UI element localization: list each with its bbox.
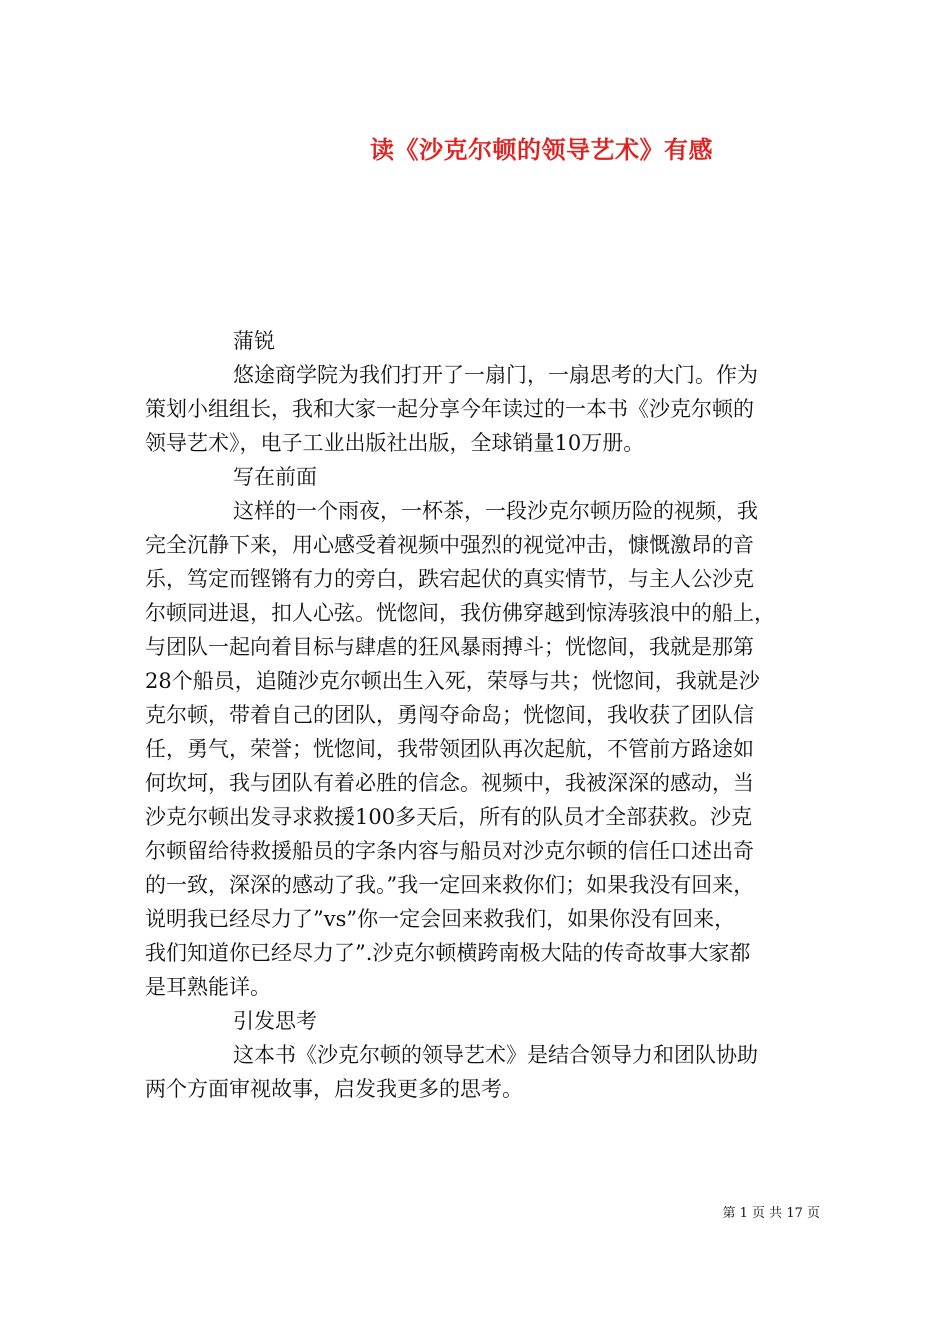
paragraph-line: 这本书《沙克尔顿的领导艺术》是结合领导力和团队协助 [233,1043,758,1067]
paragraph-line: 策划小组组长，我和大家一起分享今年读过的一本书《沙克尔顿的 [145,397,754,421]
section-heading: 引发思考 [233,1009,317,1033]
paragraph-line: 是耳熟能详。 [145,975,271,999]
paragraph-line: 尔顿同进退，扣人心弦。恍惚间，我仿佛穿越到惊涛骇浪中的船上， [145,601,775,625]
section-heading: 写在前面 [233,465,317,489]
paragraph-line: 领导艺术》，电子工业出版社出版，全球销量10万册。 [145,431,645,455]
paragraph-line: 说明我已经尽力了”vs”你一定会回来救我们，如果你没有回来， [145,907,736,931]
paragraph-line: 乐，笃定而铿锵有力的旁白，跌宕起伏的真实情节，与主人公沙克 [145,567,754,591]
paragraph-line: 沙克尔顿出发寻求救援100多天后，所有的队员才全部获救。沙克 [145,805,753,829]
body-text [145,324,810,1106]
paragraph-line: 的一致，深深的感动了我。”我一定回来救你们；如果我没有回来， [145,873,755,897]
paragraph-line: 悠途商学院为我们打开了一扇门，一扇思考的大门。作为 [233,363,758,387]
paragraph-line: 何坎坷，我与团队有着必胜的信念。视频中，我被深深的感动，当 [145,771,754,795]
paragraph-line: 两个方面审视故事，启发我更多的思考。 [145,1077,523,1101]
paragraph-line: 我们知道你已经尽力了”.沙克尔顿横跨南极大陆的传奇故事大家都 [145,941,751,965]
paragraph-line: 克尔顿，带着自己的团队，勇闯夺命岛；恍惚间，我收获了团队信 [145,703,754,727]
page-number-footer: 第 1 页 共 17 页 [722,1206,820,1221]
paragraph-line: 这样的一个雨夜，一杯茶，一段沙克尔顿历险的视频，我 [233,499,758,523]
paragraph-line: 任，勇气，荣誉；恍惚间，我带领团队再次起航，不管前方路途如 [145,737,754,761]
document-title: 读《沙克尔顿的领导艺术》有感 [370,135,713,164]
paragraph-line: 尔顿留给待救援船员的字条内容与船员对沙克尔顿的信任口述出奇 [145,839,754,863]
author-name: 蒲锐 [233,329,275,353]
paragraph-line: 与团队一起向着目标与肆虐的狂风暴雨搏斗；恍惚间，我就是那第 [145,635,754,659]
paragraph-line: 28个船员，追随沙克尔顿出生入死，荣辱与共；恍惚间，我就是沙 [145,669,760,693]
paragraph-line: 完全沉静下来，用心感受着视频中强烈的视觉冲击，慷慨激昂的音 [145,533,754,557]
